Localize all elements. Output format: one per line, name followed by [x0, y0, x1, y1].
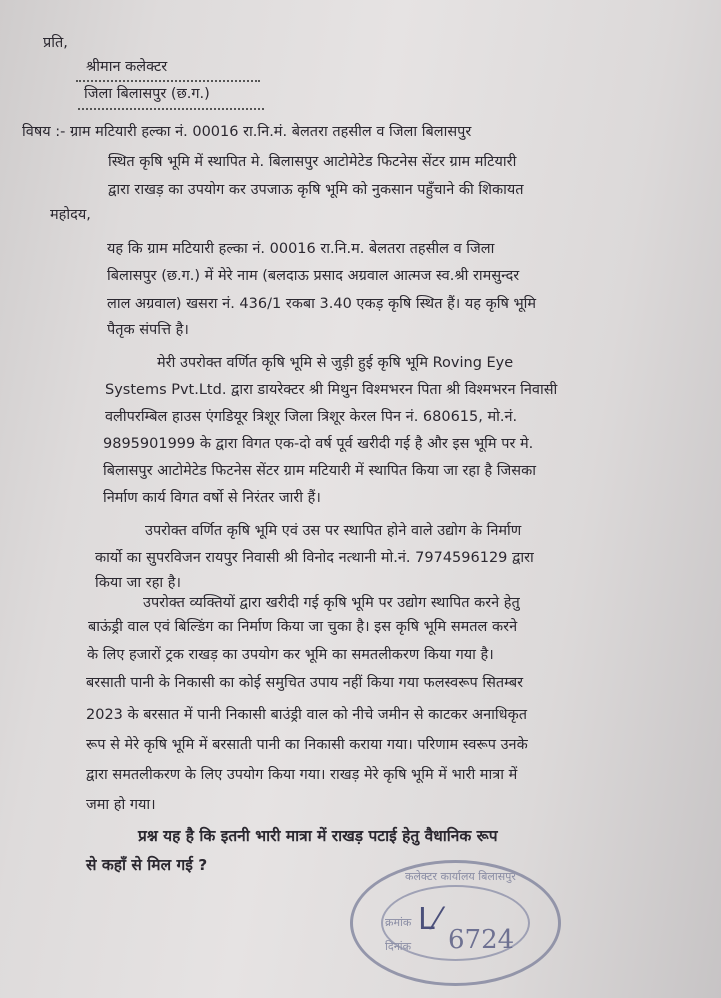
para3-line-1: उपरोक्त वर्णित कृषि भूमि एवं उस पर स्थापित होने वाले उद्योग के निर्माण	[145, 523, 522, 539]
para2-line-3: वलीपरम्बिल हाउस एंगडियूर त्रिशूर जिला त्रिशूर केरल पिन नं. 680615, मो.नं.	[105, 409, 518, 425]
para2-line-5: बिलासपुर आटोमेटेड फिटनेस सेंटर ग्राम मटियारी में स्थापित किया जा रहा है जिसका	[103, 463, 537, 479]
para2-line-4: 9895901999 के द्वारा विगत एक-दो वर्ष पूर्व खरीदी गई है और इस भूमि पर मे.	[103, 436, 534, 452]
para2-line-1: मेरी उपरोक्त वर्णित कृषि भूमि से जुड़ी हुई कृषि भूमि Roving Eye	[157, 355, 514, 371]
salutation: महोदय,	[50, 207, 91, 223]
recipient-district: जिला बिलासपुर (छ.ग.)	[84, 86, 210, 102]
para3-line-3: किया जा रहा है।	[95, 575, 181, 591]
question-line-2: से कहाँ से मिल गई ?	[86, 856, 208, 874]
para4-line-5: 2023 के बरसात में पानी निकासी बाउंड्री वाल को नीचे जमीन से काटकर अनाधिकृत	[86, 707, 528, 723]
para4-line-3: के लिए हजारों ट्रक राखड़ का उपयोग कर भूमि का समतलीकरण किया गया है।	[87, 647, 494, 663]
para3-line-2: कार्यो का सुपरविजन रायपुर निवासी श्री विनोद नत्थानी मो.नं. 7974596129 द्वारा	[95, 550, 534, 566]
stamp-date-label: दिनांक	[385, 940, 412, 953]
received-stamp	[350, 860, 561, 986]
para4-line-8: जमा हो गया।	[86, 797, 156, 813]
recipient-title: श्रीमान कलेक्टर	[86, 59, 168, 75]
para1-line-4: पैतृक संपत्ति है।	[107, 322, 189, 338]
para2-line-6: निर्माण कार्य विगत वर्षो से निरंतर जारी हैं।	[103, 490, 321, 506]
para4-line-6: रूप से मेरे कृषि भूमि में बरसाती पानी का निकासी कराया गया। परिणाम स्वरूप उनके	[86, 737, 528, 753]
stamp-ring-text: कलेक्टर कार्यालय बिलासपुर	[405, 870, 516, 883]
to-label: प्रति,	[43, 35, 68, 51]
stamp-handwritten-number: 6724	[448, 925, 515, 955]
para4-line-7: द्वारा समतलीकरण के लिए उपयोग किया गया। राखड़ मेरे कृषि भूमि में भारी मात्रा में	[86, 767, 518, 783]
para1-line-2: बिलासपुर (छ.ग.) में मेरे नाम (बलदाऊ प्रसाद अग्रवाल आत्मज स्व.श्री रामसुन्दर	[107, 268, 520, 284]
para4-line-1: उपरोक्त व्यक्तियों द्वारा खरीदी गई कृषि भूमि पर उद्योग स्थापित करने हेतु	[143, 595, 520, 611]
para1-line-3: लाल अग्रवाल) खसरा नं. 436/1 रकबा 3.40 एकड़ कृषि स्थित हैं। यह कृषि भूमि	[107, 296, 537, 312]
subject-line-1: विषय :- ग्राम मटियारी हल्का नं. 00016 रा.नि.मं. बेलतरा तहसील व जिला बिलासपुर	[22, 124, 472, 140]
district-dotted-line	[78, 108, 264, 110]
recipient-dotted-line	[76, 80, 260, 82]
subject-line-2: स्थित कृषि भूमि में स्थापित मे. बिलासपुर आटोमेटेड फिटनेस सेंटर ग्राम मटियारी	[108, 154, 517, 170]
question-line-1: प्रश्न यह है कि इतनी भारी मात्रा में राखड़ पटाई हेतु वैधानिक रूप	[138, 827, 498, 845]
signature-mark: ᒪ⁄	[418, 902, 440, 937]
stamp-number-label: क्रमांक	[385, 916, 412, 929]
subject-line-3: द्वारा राखड़ का उपयोग कर उपजाऊ कृषि भूमि को नुकसान पहुँचाने की शिकायत	[108, 182, 524, 198]
para1-line-1: यह कि ग्राम मटियारी हल्का नं. 00016 रा.नि.म. बेलतरा तहसील व जिला	[107, 241, 495, 257]
para2-line-2: Systems Pvt.Ltd. द्वारा डायरेक्टर श्री मिथुन विश्मभरन पिता श्री विश्मभरन निवासी	[105, 382, 558, 398]
para4-line-2: बाऊंड्री वाल एवं बिल्डिंग का निर्माण किया जा चुका है। इस कृषि भूमि समतल करने	[88, 619, 518, 635]
para4-line-4: बरसाती पानी के निकासी का कोई समुचित उपाय नहीं किया गया फलस्वरूप सितम्बर	[86, 675, 524, 691]
